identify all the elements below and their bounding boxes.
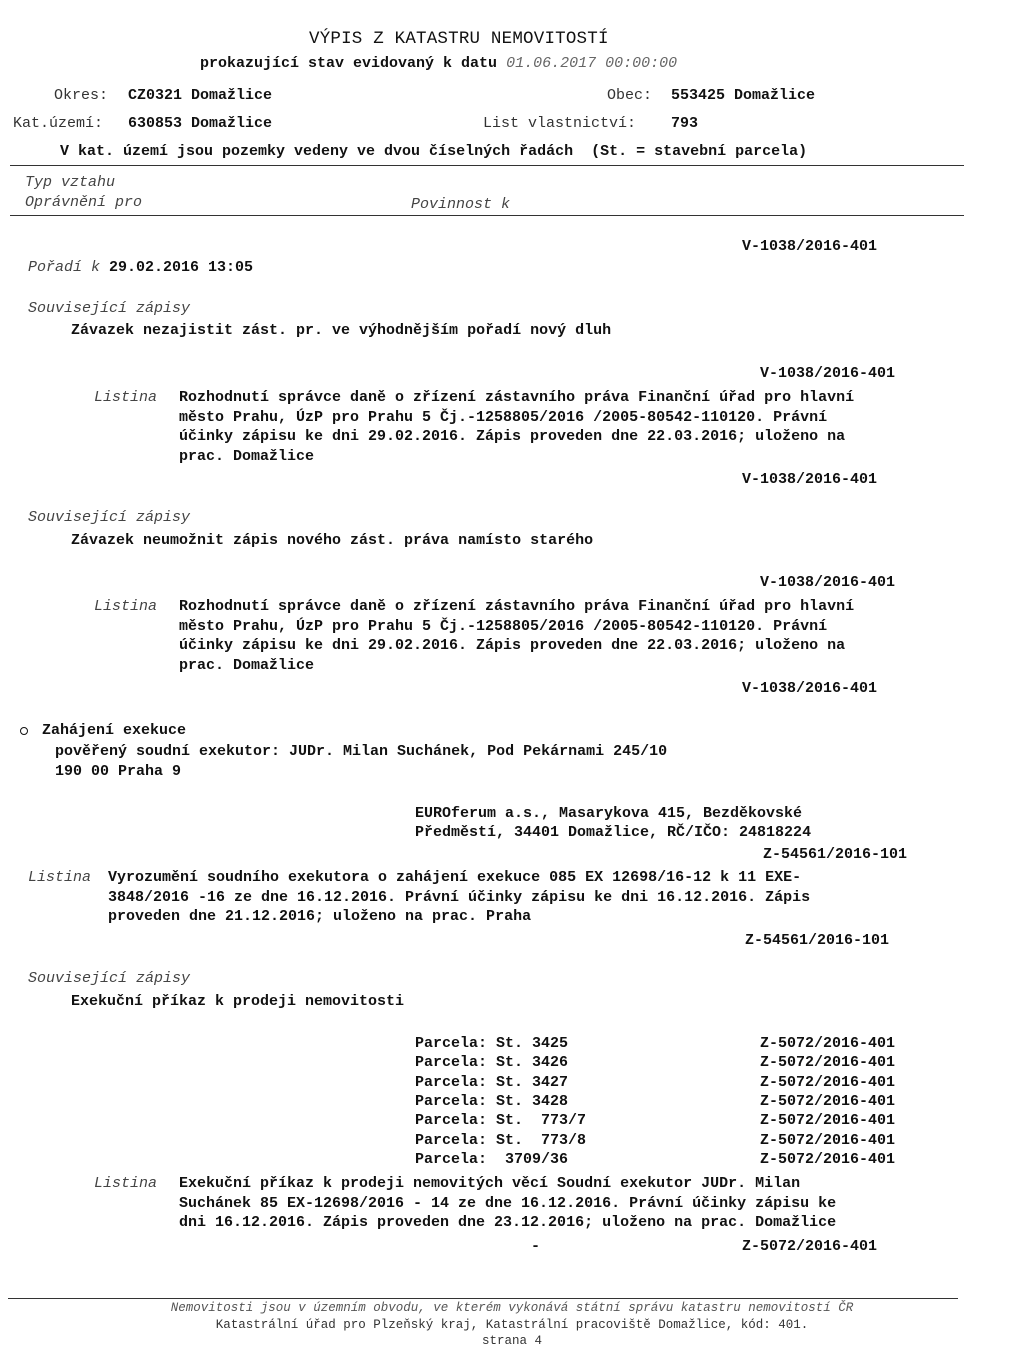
parcel-ref: Z-5072/2016-401 — [760, 1112, 896, 1129]
footer-line-1: Nemovitosti jsou v územním obvodu, ve kterém vykonává státní správu katastru nemovitostí ČR — [170, 1301, 854, 1315]
listina-text — [179, 388, 964, 466]
related-entries-label: Související zápisy — [28, 970, 191, 987]
parcel-ref: Z-5072/2016-401 — [760, 1151, 896, 1168]
column-typ-vztahu: Typ vztahu — [25, 174, 116, 191]
listina-line: prac. Domažlice — [179, 656, 315, 674]
okres-value: CZ0321 Domažlice — [128, 87, 273, 104]
header-note: V kat. území jsou pozemky vedeny ve dvou číselných řadách (St. = stavební parcela) — [60, 143, 808, 160]
listina-text — [179, 1174, 964, 1233]
listina-line: účinky zápisu ke dni 29.02.2016. Zápis proveden dne 22.03.2016; uloženo na — [179, 637, 846, 654]
list-vlastnictvi-value: 793 — [671, 115, 699, 132]
document-subtitle — [200, 54, 677, 74]
parcel-row — [415, 1150, 568, 1170]
listina-label: Listina — [94, 598, 158, 615]
listina-line: účinky zápisu ke dni 29.02.2016. Zápis proveden dne 22.03.2016; uloženo na — [179, 428, 846, 445]
obec-value: 553425 Domažlice — [671, 87, 816, 104]
parcel-label: Parcela: 3709/36 — [415, 1151, 569, 1168]
listina-line: Exekuční příkaz k prodeji nemovitých věcí Soudní exekutor JUDr. Milan — [179, 1175, 801, 1192]
parcel-ref: Z-5072/2016-401 — [760, 1093, 896, 1110]
parcel-ref: Z-5072/2016-401 — [760, 1035, 896, 1052]
listina-label: Listina — [94, 389, 158, 406]
parcel-row — [415, 1034, 568, 1054]
related-entry-text: Závazek nezajistit zást. pr. ve výhodnějším pořadí nový dluh — [71, 322, 612, 339]
header-divider — [10, 165, 964, 166]
listina-ref-top: V-1038/2016-401 — [760, 574, 896, 591]
parcel-label: Parcela: St. 3428 — [415, 1093, 569, 1110]
listina-label: Listina — [94, 1175, 158, 1192]
listina-line: prac. Domažlice — [179, 447, 315, 465]
subtitle-prefix: prokazující stav evidovaný k datu — [200, 55, 498, 72]
related-entries-label: Související zápisy — [28, 509, 191, 526]
parcel-ref: Z-5072/2016-401 — [760, 1132, 896, 1149]
columns-divider — [10, 215, 964, 216]
subtitle-date: 01.06.2017 00:00:00 — [506, 55, 678, 72]
listina-label: Listina — [28, 869, 92, 886]
obligated-party-line-1: EUROferum a.s., Masarykova 415, Bezděkovské — [415, 805, 803, 822]
poradi-ref: V-1038/2016-401 — [742, 238, 878, 255]
parcel-label: Parcela: St. 773/8 — [415, 1132, 587, 1149]
katuzemi-value: 630853 Domažlice — [128, 115, 273, 132]
listina-line: Rozhodnutí správce daně o zřízení zástavního práva Finanční úřad pro hlavní — [179, 389, 855, 406]
listina-ref-bottom: V-1038/2016-401 — [742, 680, 878, 697]
listina-text — [108, 868, 893, 927]
parcel-row — [415, 1053, 568, 1073]
exekuce-title: Zahájení exekuce — [42, 722, 187, 739]
obligated-party-ref: Z-54561/2016-101 — [763, 846, 908, 863]
parcel-row — [415, 1131, 586, 1151]
listina-line: Vyrozumění soudního exekutora o zahájení exekuce 085 EX 12698/16-12 k 11 EXE- — [108, 869, 802, 886]
listina-line: Suchánek 85 EX-12698/2016 - 14 ze dne 16.12.2016. Právní účinky zápisu ke — [179, 1194, 837, 1212]
obec-label: Obec: — [607, 87, 653, 104]
page-number: strana 4 — [481, 1334, 542, 1348]
document-title: VÝPIS Z KATASTRU NEMOVITOSTÍ — [309, 29, 609, 49]
listina-ref: Z-54561/2016-101 — [745, 932, 890, 949]
listina-line: proveden dne 21.12.2016; uloženo na prac. Praha — [108, 908, 532, 925]
related-entry-text: Exekuční příkaz k prodeji nemovitosti — [71, 993, 405, 1010]
list-vlastnictvi-label: List vlastnictví: — [483, 115, 637, 132]
bullet-icon — [20, 727, 28, 735]
listina-line: město Prahu, ÚzP pro Prahu 5 Čj.-1258805/2016 /2005-80542-110120. Právní — [179, 617, 828, 635]
parcel-label: Parcela: St. 3426 — [415, 1054, 569, 1071]
executor-line-2: 190 00 Praha 9 — [55, 763, 182, 780]
parcel-ref: Z-5072/2016-401 — [760, 1074, 896, 1091]
listina-line: 3848/2016 -16 ze dne 16.12.2016. Právní účinky zápisu ke dni 16.12.2016. Zápis — [108, 888, 811, 906]
dash-mark: - — [531, 1238, 541, 1255]
parcel-row — [415, 1111, 586, 1131]
related-entry-text: Závazek neumožnit zápis nového zást. práva namísto starého — [71, 532, 594, 549]
column-povinnost-k: Povinnost k — [411, 196, 511, 213]
listina-line: město Prahu, ÚzP pro Prahu 5 Čj.-1258805/2016 /2005-80542-110120. Právní — [179, 408, 828, 426]
related-entries-label: Související zápisy — [28, 300, 191, 317]
listina-line: dni 16.12.2016. Zápis proveden dne 23.12.2016; uloženo na prac. Domažlice — [179, 1214, 837, 1231]
katuzemi-label: Kat.území: — [13, 115, 104, 132]
listina-ref-bottom: V-1038/2016-401 — [742, 471, 878, 488]
parcel-ref: Z-5072/2016-401 — [760, 1054, 896, 1071]
obligated-party-line-2: Předměstí, 34401 Domažlice, RČ/IČO: 24818224 — [415, 824, 812, 841]
listina-ref-top: V-1038/2016-401 — [760, 365, 896, 382]
parcel-row — [415, 1092, 568, 1112]
listina-line: Rozhodnutí správce daně o zřízení zástavního práva Finanční úřad pro hlavní — [179, 598, 855, 615]
poradi-label: Pořadí k — [28, 259, 101, 276]
poradi-value: 29.02.2016 13:05 — [109, 259, 254, 276]
parcel-label: Parcela: St. 3425 — [415, 1035, 569, 1052]
listina-text — [179, 597, 964, 675]
listina-ref: Z-5072/2016-401 — [742, 1238, 878, 1255]
parcel-row — [415, 1073, 568, 1093]
parcel-label: Parcela: St. 773/7 — [415, 1112, 587, 1129]
parcel-label: Parcela: St. 3427 — [415, 1074, 569, 1091]
poradi-row — [28, 258, 253, 278]
executor-line-1: pověřený soudní exekutor: JUDr. Milan Suchánek, Pod Pekárnami 245/10 — [55, 743, 668, 760]
okres-label: Okres: — [54, 87, 109, 104]
column-opravneni-pro: Oprávnění pro — [25, 194, 143, 211]
footer-line-2: Katastrální úřad pro Plzeňský kraj, Katastrální pracoviště Domažlice, kód: 401. — [215, 1318, 809, 1332]
